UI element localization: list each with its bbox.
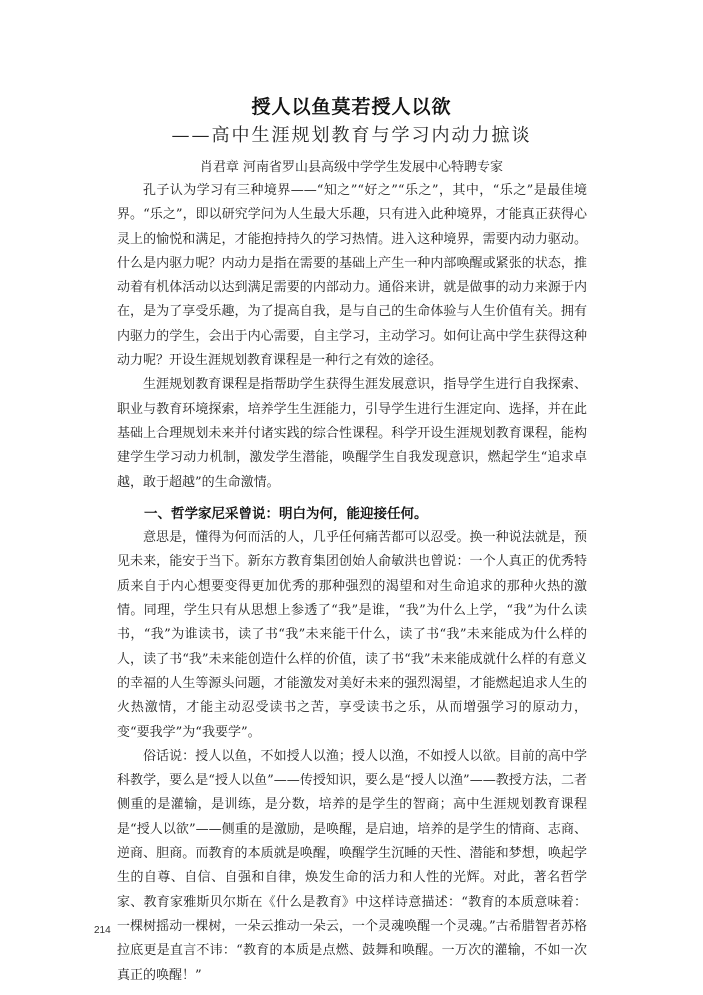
document-subtitle: ——高中生涯规划教育与学习内动力摭谈 (171, 125, 532, 146)
paragraph: 生涯规划教育课程是指帮助学生获得生涯发展意识，指导学生进行自我探索、职业与教育环境探索，培养学生生涯能力，引导学生进行生涯定向、选择，并在此基础上合理规划未来并付诸实践的综合性课程。科学开设生涯规划教育课程，能构建学生学习动力机制，激发学生潜能，唤醒学生自我发现意识，燃起学生“追求卓越，敢于超越”的生命激情。 (117, 377, 587, 490)
author-line: 肖君章 河南省罗山县高级中学学生发展中心特聘专家 (199, 160, 504, 175)
document-title: 授人以鱼莫若授人以欲 (251, 96, 452, 118)
paragraph: 孔子认为学习有三种境界——“知之”“好之”“乐之”，其中，“乐之”是最佳境界。“乐之”，即以研究学问为人生最大乐趣，只有进入此种境界，才能真正获得心灵上的愉悦和满足，才能抱持持久的学习热情。进入这种境界，需要内动力驱动。什么是内驱力呢？内动力是指在需要的基础上产生一种内部唤醒或紧张的状态，推动着有机体活动以达到满足需要的内部动力。通俗来讲，就是做事的动力来源于内在，是为了享受乐趣，为了提高自我，是与自己的生命体验与人生价值有关。拥有内驱力的学生，会出于内心需要，自主学习，主动学习。如何让高中学生获得这种动力呢？开设生涯规划教育课程是一种行之有效的途径。 (117, 183, 587, 369)
article-body (117, 179, 587, 988)
page-number: 214 (94, 925, 111, 936)
paragraph: 意思是，懂得为何而活的人，几乎任何痛苦都可以忍受。换一种说法就是，预见未来，能安于当下。新东方教育集团创始人俞敏洪也曾说：一个人真正的优秀特质来自于内心想要变得更加优秀的那种强烈的渴望和对生命追求的那种火热的激情。同理，学生只有从思想上参透了“我”是谁，“我”为什么上学，“我”为什么读书，“我”为谁读书，读了书“我”未来能干什么，读了书“我”未来能成为什么样的人，读了书“我”未来能创造什么样的价值，读了书“我”未来能成就什么样的有意义的幸福的人生等源头问题，才能激发对美好未来的强烈渴望，才能燃起追求人生的火热激情，才能主动忍受读书之苦，享受读书之乐，从而增强学习的原动力，变“要我学”为“我要学”。 (117, 530, 587, 740)
section-heading: 一、哲学家尼采曾说：明白为何，能迎接任何。 (144, 505, 428, 522)
paragraph: 俗话说：授人以鱼，不如授人以渔；授人以渔，不如授人以欲。目前的高中学科教学，要么是“授人以鱼”——传授知识，要么是“授人以渔”——教授方法，二者侧重的是灌输，是训练，是分数，培养的是学生的智商；高中生涯规划教育课程是“授人以欲”——侧重的是激励，是唤醒，是启迪，培养的是学生的情商、志商、逆商、胆商。而教育的本质就是唤醒，唤醒学生沉睡的天性、潜能和梦想，唤起学生的自尊、自信、自强和自律，焕发生命的活力和人性的光辉。对此，著名哲学家、教育家雅斯贝尔斯在《什么是教育》中这样诗意描述：“教育的本质意味着：一棵树摇动一棵树，一朵云推动一朵云，一个灵魂唤醒一个灵魂。”古希腊智者苏格拉底更是直言不讳：“教育的本质是点燃、鼓舞和唤醒。一万次的灌输，不如一次真正的唤醒！” (117, 748, 587, 983)
